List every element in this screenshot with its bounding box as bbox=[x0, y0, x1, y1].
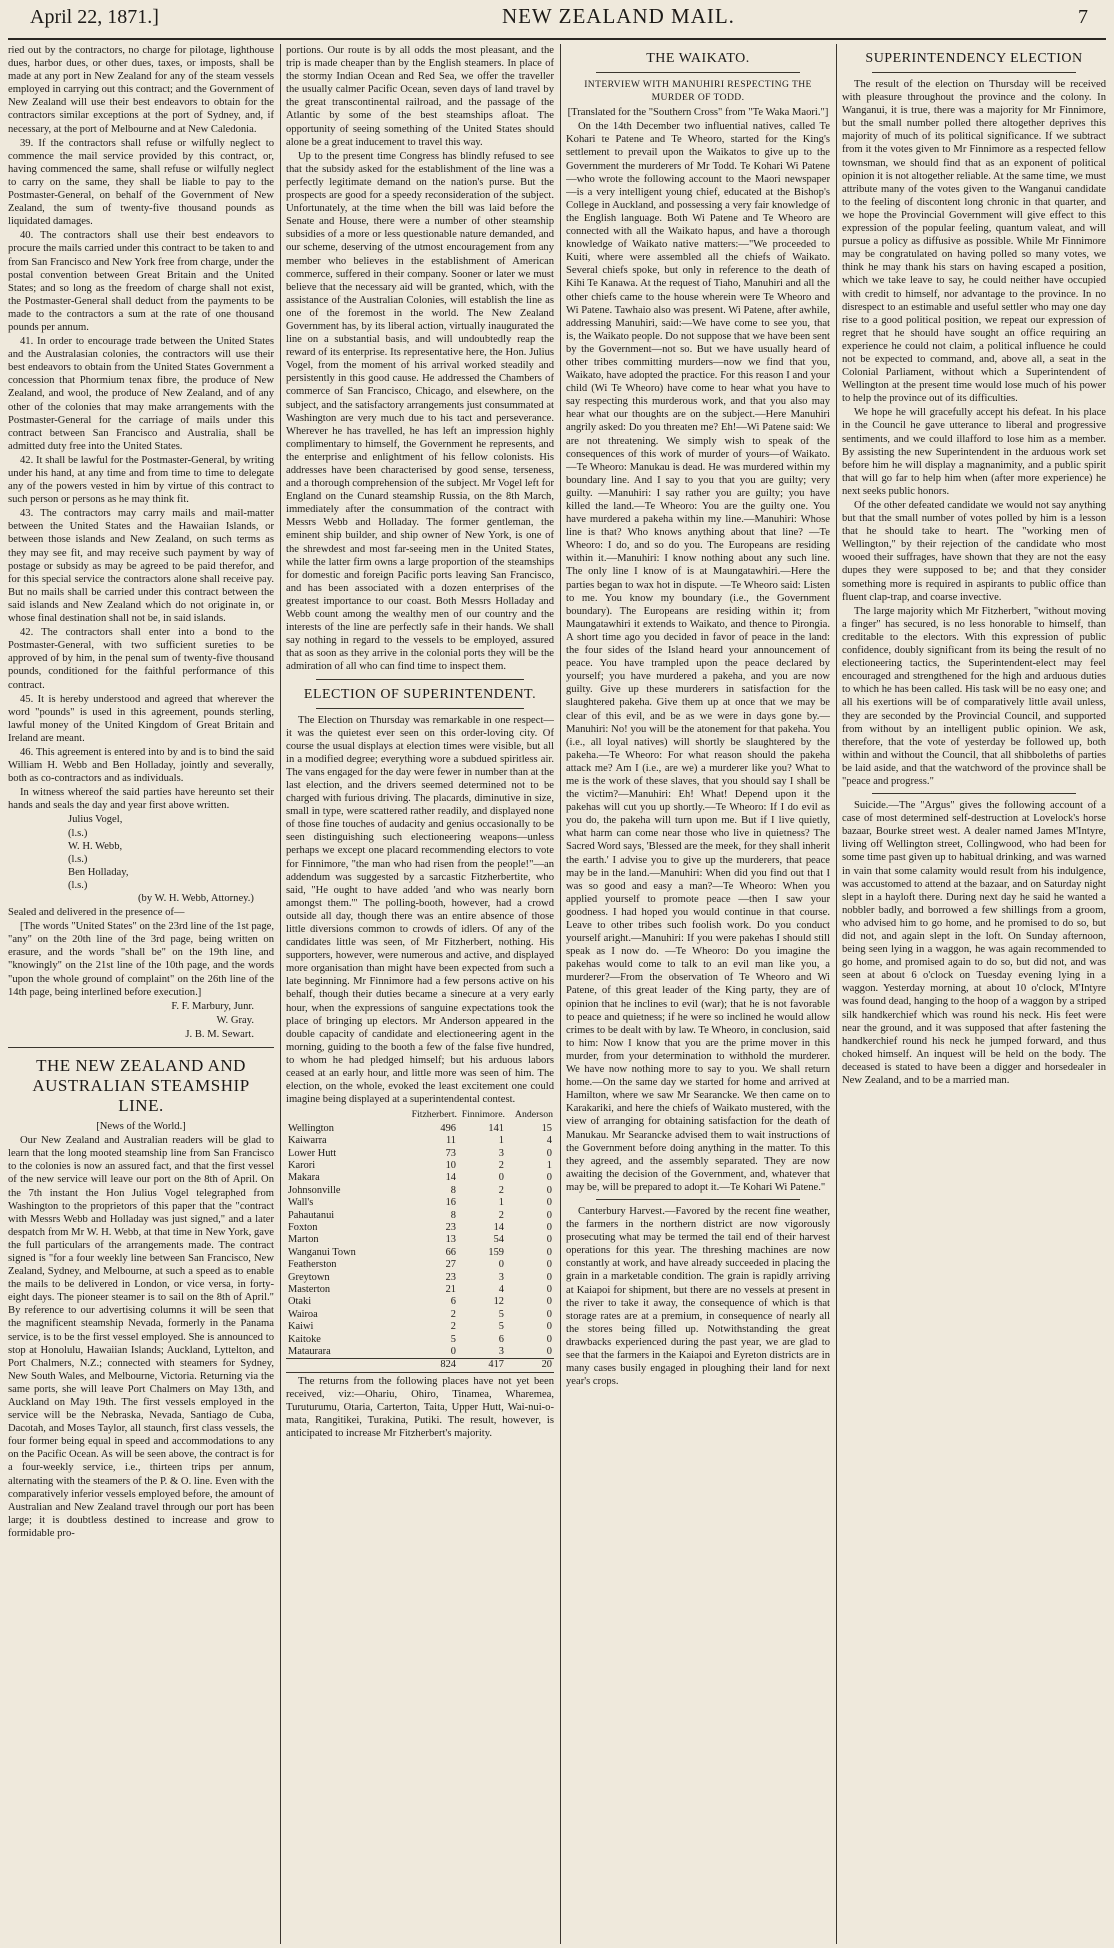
place-name: Makara bbox=[288, 1172, 320, 1184]
contract-clause: 42. It shall be lawful for the Postmaster-General, by writing under his hand, at any time and from time to time to delegate any of the powers vested in him by virtue of this contract to such person or persons as he may think fit. bbox=[8, 454, 274, 506]
section-rule bbox=[872, 72, 1076, 73]
fitzherbert-votes: 8 bbox=[450, 1184, 456, 1196]
table-row bbox=[286, 1135, 554, 1147]
place-name: Marton bbox=[288, 1234, 319, 1246]
anderson-votes: 0 bbox=[546, 1209, 552, 1221]
table-row bbox=[286, 1197, 554, 1209]
table-row bbox=[286, 1234, 554, 1246]
finnimore-votes: 1 bbox=[498, 1197, 504, 1209]
total-cell: 20 bbox=[506, 1359, 554, 1372]
signatory-name: Julius Vogel, bbox=[68, 814, 123, 826]
anderson-votes: 0 bbox=[546, 1221, 552, 1233]
place-name: Foxton bbox=[288, 1221, 318, 1233]
finnimore-votes: 1 bbox=[498, 1135, 504, 1147]
article-paragraph: On the 14th December two influential natives, called Te Kohari te Patene and Te Wheoro, started for the King's settlement to prevail upon the Waikatos to give up to the Government the murderers of Mr Todd. Te Kohari Wi Patene—who wrote the following account to the Maori newspaper—is a very intelligent young chief, educated at the Bishop's College in Auckland, and possessing a very fair knowledge of the English language. Both Wi Patene and Te Wheoro are connected with all the Waikato hapus, and have a thorough knowledge of Waikato native matters:—"We proceeded to Kuiti, where were assembled all the chiefs of Waikato. Several chiefs spoke, but only in reference to the death of Kihi Te Kanawa. At the request of Tiaho, Manuhiri and all the other chiefs came to the house wherein were Te Wheoro and Wi Patene. Tawhaio also was present. Wi Patene, after awhile, addressing Manuhiri, said:—We have come to see you, that is, the Waikato people. Do not suppose that we have been sent by the Government—not so. But we have usually heard of other tribes committing murders—now we find that you, Waikato, have adopted the practice. For this reason I and your child (Wi Te Wheoro) have come to hear what you have to say respecting this murderous work, and that you also may hear what our thoughts are on the subject.—Here Manuhiri angrily asked: Do you threaten me? Eh!—Wi Patene said: We are not threatening. We simply wish to speak of the consequences of this work of murder of yours—of Waikato.—Te Wheoro: Manukau is dead. He was murdered within my boundary line. And I say to you that you are guilty; very guilty. —Manuhiri: I say rather you are guilty; you have killed the land.—Te Wheoro: You are the guilty one. You have murdered a pakeha within my line.—Manuhiri: Whose line is that? Who knows anything about that line? —Te Wheoro: I do, and so do you. The Europeans are residing within it.—Manuhiri: I know nothing about any such line. The only line I know of is at Maungatawhiri.—Here the parties began to wax hot in dispute. —Te Wheoro said: Listen to me. You know my boundary (i.e., the Government boundary). The Europeans are residing within it; from Maungatawhiri it extends to Waikato, and thence to Pirongia. A short time ago you decided in favor of peace in the land: the four sides of the Island heard your announcement of peace. You have trampled upon the peace declared by yourself; you have murdered a pakeha, and you are now guilty. Give up these murderers in satisfaction for the slaughtered pakeha. Give them up at once that we may be clear of this evil, and be as we were in days gone by.—Manuhiri: No! you will be the atonement for that pakeha. You (i.e., all loyal natives) will shortly be slaughtered by the pakeha.—Te Wheoro: For what reason should the pakeha attack me? Am I (i.e., are we) a murderer like you? What to me is the work of these slaves, that you should say I shall be the victim?—Manuhiri: Eh! What! Depend upon it the pakehas will cut you up shortly.—Te Wheoro: If I do evil as you do, the pakeha will turn upon me. But if I live quietly, what harm can come near those who live in quietness? The Sacred Word says, 'Blessed are the meek, for they shall inherit the earth.' I advise you to give up the murderers, that peace may be in the land.—Manuhiri: When did you find out that I was so good and easy a man?—Te Wheoro: When you applied yourself to promote peace —then I saw your goodness. I had hoped you would continue in that course. Leave to other tribes such foolish work. Do you conduct yourself aright.—Manuhiri: If you were pakehas I should still speak as I now do. —Te Wheoro: Do you imagine the pakehas would come to talk to an evil man like you, a murderer?—From the observation of Te Wheoro and Wi Patene, of this great leader of the King party, they are of opinion that he inclines to evil (war); that he is not favorable to peace and quietness; if he were so inclined he would allow crimes to be dealt with by law. Te Wheoro, in conclusion, said to him: Now I know that you are the prime mover in this murder, from your determination to withhold the murderer. We have now nothing more to say to you. We shall return home.—On the same day we started for home and arrived at Hamilton, where we saw Mr Searancke. We then came on to Karakariki, and here the chiefs of Waikato mustered, with the view of arranging for obtaining satisfaction for the death of Manukau. Mr Searancke advised them to wait instructions of the Government before doing anything in the matter. To this they agreed, and the assembly separated. They are now awaiting the decision of the Government, and, whatever that may be, will be prepared to adopt it.—Te Kohari Wi Patene." bbox=[566, 121, 830, 1193]
newspaper-title: NEW ZEALAND MAIL. bbox=[501, 4, 735, 28]
section-rule bbox=[596, 72, 800, 73]
article-paragraph: We hope he will gracefully accept his defeat. In his place in the Council he gave utterance to liberal and progressive sentiments, and we could illafford to lose him as a member. By assisting the new Superintendent in the arduous work set before him he will display a magnanimity, and a public spirit that will go far to help him when (after more experience) he next seeks public honors. bbox=[842, 407, 1106, 497]
place-name: Kaitoke bbox=[288, 1333, 321, 1345]
place-name: Mataurara bbox=[288, 1346, 331, 1358]
table-row bbox=[286, 1222, 554, 1234]
place-name: Kaiwarra bbox=[288, 1135, 327, 1147]
contract-clause: 46. This agreement is entered into by and is to bind the said William H. Webb and Ben Holladay, jointly and severally, both as co-contractors and as individuals. bbox=[8, 746, 274, 785]
table-row bbox=[286, 1247, 554, 1259]
table-row bbox=[286, 1259, 554, 1271]
anderson-votes: 0 bbox=[546, 1147, 552, 1159]
column-1 bbox=[8, 44, 274, 1944]
election-heading: ELECTION OF SUPERINTENDENT. bbox=[303, 686, 537, 702]
place-name: Pahautanui bbox=[288, 1209, 335, 1221]
signature-line bbox=[8, 813, 274, 839]
column-divider bbox=[836, 44, 837, 1944]
column-header: Fitzherbert. bbox=[411, 1109, 457, 1121]
finnimore-votes: 3 bbox=[498, 1271, 504, 1283]
finnimore-votes: 54 bbox=[493, 1234, 504, 1246]
contract-clause: In witness whereof the said parties have hereunto set their hands and seals the day and year first above written. bbox=[8, 787, 274, 812]
fitzherbert-votes: 27 bbox=[445, 1259, 456, 1271]
anderson-votes: 0 bbox=[546, 1296, 552, 1308]
signatory-name: W. H. Webb, bbox=[68, 840, 123, 852]
table-row bbox=[286, 1148, 554, 1160]
finnimore-votes: 3 bbox=[498, 1346, 504, 1358]
waikato-heading: THE WAIKATO. bbox=[646, 51, 750, 66]
article-paragraph: The large majority which Mr Fitzherbert, "without moving a finger" has secured, is no less honorable to himself, than creditable to the electors. With this expression of public confidence, doubly significant from its being the result of no electioneering tactics, the Superintendent-elect may feel encouraged and strengthened for the high and arduous duties to which he has been called. His task will be no easy one; and all his exertions will be of comparatively little avail unless, they are seconded by the Provincial Council, and supported from without by an intelligent public opinion. We ask, therefore, that the vote of yesterday be followed up, both within and without the Council, that all shibboleths of parties be laid aside, and that the watchword of the province shall be "peace and progress." bbox=[842, 605, 1106, 787]
column-3 bbox=[566, 44, 830, 1944]
total-cell: 824 bbox=[410, 1359, 458, 1372]
fitzherbert-votes: 2 bbox=[450, 1321, 456, 1333]
place-name: Wairoa bbox=[288, 1308, 318, 1320]
attorney-note: (by W. H. Webb, Attorney.) bbox=[138, 893, 254, 904]
finnimore-votes: 2 bbox=[498, 1184, 504, 1196]
fitzherbert-votes: 6 bbox=[450, 1296, 456, 1308]
finnimore-votes: 0 bbox=[498, 1172, 504, 1184]
table-row bbox=[286, 1309, 554, 1321]
anderson-votes: 1 bbox=[546, 1159, 552, 1171]
finnimore-votes: 159 bbox=[488, 1246, 504, 1258]
table-row bbox=[286, 1172, 554, 1184]
contract-clause: 40. The contractors shall use their best endeavors to procure the mails carried under this contract to be taken to and from San Francisco and New York free from charge, under the postal convention between Great Britain and the United States; and so long as the freedom of charge shall not exist, the Postmaster-General shall deduct from the payments to be made to the contractors a sum at the rate of one thousand pounds per annum. bbox=[8, 230, 274, 333]
finnimore-votes: 14 bbox=[493, 1221, 504, 1233]
place-name: Lower Hutt bbox=[288, 1147, 337, 1159]
table-row bbox=[286, 1185, 554, 1197]
superintendency-heading: SUPERINTENDENCY ELECTION bbox=[865, 51, 1083, 66]
article-paragraph: The returns from the following places have not yet been received, viz:—Ohariu, Ohiro, Tinamea, Wharemea, Turuturumu, Otaria, Carterton, Taita, Upper Hutt, Wai-nui-o-mata, Rangitikei, Turakina, Putiki. The result, however, is anticipated to increase Mr Fitzherbert's majority. bbox=[286, 1375, 554, 1440]
anderson-votes: 0 bbox=[546, 1197, 552, 1209]
table-row bbox=[286, 1284, 554, 1296]
place-name: Karori bbox=[288, 1159, 316, 1171]
fitzherbert-votes: 496 bbox=[440, 1122, 456, 1134]
fitzherbert-votes: 10 bbox=[445, 1159, 456, 1171]
finnimore-votes: 3 bbox=[498, 1147, 504, 1159]
harvest-paragraph: Canterbury Harvest.—Favored by the recent fine weather, the farmers in the northern district are now vigorously prosecuting what may be termed the tail end of their harvest operations for this year. The threshing machines are now constantly at work, and have already succeeded in placing the grain in a marketable condition. The grain is rapidly arriving at Kaiapoi for shipment, but there are no vessels at present in the river to take it away, the consequence of which is that storage rates are at a premium, in consequence of nearly all the stores being filled up. Notwithstanding the great drawbacks experienced during the past year, we are glad to see that the farmers in the Kaiapoi and Eyreton districts are in many cases busily engaged in ploughing their land for next year's crops. bbox=[566, 1205, 830, 1388]
table-row bbox=[286, 1321, 554, 1333]
fitzherbert-votes: 23 bbox=[445, 1271, 456, 1283]
waikato-subheading: INTERVIEW WITH MANUHIRI RESPECTING THE MURDER OF TODD. bbox=[584, 79, 812, 104]
table-row bbox=[286, 1296, 554, 1308]
section-rule bbox=[316, 679, 524, 680]
place-name: Wanganui Town bbox=[288, 1246, 356, 1258]
column-divider bbox=[280, 44, 281, 1944]
totals-row bbox=[286, 1359, 554, 1372]
signature-line bbox=[8, 840, 274, 866]
column-4 bbox=[842, 44, 1106, 1944]
finnimore-votes: 5 bbox=[498, 1308, 504, 1320]
masthead-rule bbox=[8, 38, 1106, 40]
contract-clause: ried out by the contractors, no charge for pilotage, lighthouse dues, harbor dues, or other dues, taxes, or imposts, shall be made at any port in New Zealand for any of the steam vessels employed in carrying out this contract; and the Government of New Zealand will use their best endeavors to obtain for the contractors similar exceptions at the port of Sydney, and, if necessary, at the port of Melbourne and at New Caledonia. bbox=[8, 45, 274, 135]
finnimore-votes: 0 bbox=[498, 1259, 504, 1271]
fitzherbert-votes: 13 bbox=[445, 1234, 456, 1246]
place-name: Featherston bbox=[288, 1259, 337, 1271]
contract-clause: 45. It is hereby understood and agreed that wherever the word "pounds" is used in this agreement, pounds sterling, lawful money of the United Kingdom of Great Britain and Ireland are meant. bbox=[8, 693, 274, 744]
table-row bbox=[286, 1272, 554, 1284]
anderson-votes: 15 bbox=[541, 1122, 552, 1134]
article-paragraph: Of the other defeated candidate we would not say anything but that the small number of votes polled by him is a lesson that he should take to heart. The "working men of Wellington," by their rejection of the candidate who most wooed their suffrages, have shown that they are not the easy dupes they were supposed to be; and that they consider something more is required in aspirants to public office than fluent clap-trap, and coarse invective. bbox=[842, 500, 1106, 603]
signatory-name: Ben Holladay, bbox=[68, 866, 129, 878]
anderson-votes: 0 bbox=[546, 1321, 552, 1333]
finnimore-votes: 6 bbox=[498, 1333, 504, 1345]
finnimore-votes: 12 bbox=[493, 1296, 504, 1308]
table-row bbox=[286, 1334, 554, 1346]
article-paragraph: Our New Zealand and Australian readers will be glad to learn that the long mooted steamship line from San Francisco to the colonies is now an assured fact, and that the first vessel of the new service will leave our port on the 8th of April. On the 7th instant the Hon Julius Vogel telegraphed from Washington to the proprietors of this paper that the "contract with Messrs Webb and Holladay was just signed," and a later despatch from Mr W. H. Webb, at that time in New York, gave the full particulars of the arrangements made. The contract signed is "for a four weekly line between San Francisco, New Zealand, Sydney, and Melbourne, at such a speed as to enable the mails to be delivered in London, or vice versa, in forty-eight days. The pioneer steamer is to sail on the 8th of April." By reference to our advertising columns it will be seen that the magnificent steamship Nevada, formerly in the Panama service, is to be the first vessel employed. She is announced to stop at Honolulu, Hawaiian Islands; Auckland, Lyttelton, and Port Chalmers, N.Z.; connected with steamers for Sydney, New South Wales, and Melbourne, Victoria. Returning via the same ports, she will leave Port Chalmers on May 13th, and Auckland on May 19th. The first vessels employed in the service will be the Nebraska, Nevada, Santiago de Cuba, Dacotah, and Moses Taylor, all staunch, first class vessels, the four former being equal in speed and accommodations to any on the Pacific Ocean. As will be seen above, the contract is for a four-weekly service, i.e., thirteen trips per annum, alternating with the steamers of the P. & O. line. Even with the comparatively inferior vessels employed before, the amount of Australian and New Zealand travel through our port has been large; it is doubtless destined to increase and grow to formidable pro- bbox=[8, 1135, 274, 1539]
witness-name: W. Gray. bbox=[216, 1014, 254, 1026]
table-row bbox=[286, 1160, 554, 1172]
anderson-votes: 0 bbox=[546, 1259, 552, 1271]
anderson-votes: 0 bbox=[546, 1308, 552, 1320]
table-row bbox=[286, 1123, 554, 1135]
column-header: Finnimore. bbox=[461, 1109, 505, 1121]
witness-name: J. B. M. Sewart. bbox=[185, 1028, 254, 1040]
steamship-heading: THE NEW ZEALAND AND AUSTRALIAN STEAMSHIP LINE. bbox=[32, 1056, 250, 1116]
place-name: Wall's bbox=[288, 1197, 314, 1209]
suicide-paragraph: Suicide.—The "Argus" gives the following account of a case of most determined self-destruction at Lovelock's horse bazaar, Bourke street west. A dealer named James M'Intyre, living off Wellington street, Collingwood, who had been for some time past given up to habitual drinking, and was warned in vain that some calamity would result from his indulgence, was accustomed to attend at the bazaar, and on Saturday night slept in a hayloft there. During next day he said he wanted a nobbler badly, and borrowed a few shillings from a groom, who advised him to go home, and he promised to do so, but did not, and again slept in the loft. On Sunday afternoon, being seen lying in a waggon, he was again recommended to go home, and promised again to do so, but did not, and was seen at about 6 o'clock on Tuesday evening lying in a waggon. Yesterday morning, at about 10 o'clock, M'Intyre was found dead, hanging to the hoop of a waggon by a striped silk handkerchief which was round his neck. His feet were near the ground, and it was supposed that after fastening the handkerchief round his neck he jumped forward, and thus choked himself. An inquest will be held on the body. The deceased is stated to have been a digger and horsedealer in New Zealand, and to be a married man. bbox=[842, 800, 1106, 1087]
contract-clause: 42. The contractors shall enter into a bond to the Postmaster-General, with two sufficient sureties to be approved of by him, in the penal sum of twenty-five thousand pounds, conditioned for the faithful performance of this contract. bbox=[8, 627, 274, 691]
fitzherbert-votes: 2 bbox=[450, 1308, 456, 1320]
finnimore-votes: 5 bbox=[498, 1321, 504, 1333]
erasure-note: [The words "United States" on the 23rd line of the 1st page, "any" on the 20th line of the 3rd page, being written on erasure, and the words "shall be" on the 19th line, and "knowingly" on the 21st line of the 10th page, and the words "upon the whole ground of complaint" on the 26th line of the 14th page, being interlined before execution.] bbox=[8, 921, 274, 998]
article-paragraph: The result of the election on Thursday will be received with pleasure throughout the province and the colony. In Wanganui, it is true, there was a majority for Mr Finnimore, but the small number polled there altogether deprives this majority of much of its political significance. If we subtract from it the votes given to Mr Finnimore as a respected fellow townsman, we should find that as an exponent of political opinion it is not altogether reliable. At the same time, we must attribute many of the votes given to the Wanganui candidate to the feeling of discontent long chronic in that quarter, and we hope the Provincial Government will give effect to this expression of the popular feeling, quantum valeat, and will pursue a policy as diffusive as possible. While Mr Finnimore may be congratulated on having polled so many votes, we think he may thank his stars on having escaped a position, which we take leave to say, he could neither have occupied with credit to himself, nor advantage to the province. In no disrespect to an estimable and useful settler who may one day rise to a good political position, we repeat our expression of regret that he should have sought an office requiring an experience he could not claim, a political influence he could not be expected to command, and, above all, a seat in the Colonial Parliament, without which a Superintendent of Wellington at the present time would lose much of his power to help the province out of its difficulties. bbox=[842, 79, 1106, 405]
table-row bbox=[286, 1210, 554, 1222]
seal-mark: (l.s.) bbox=[68, 827, 88, 839]
steamship-source: [News of the World.] bbox=[96, 1121, 186, 1133]
column-divider bbox=[560, 44, 561, 1944]
article-paragraph: portions. Our route is by all odds the most pleasant, and the trip is made cheaper than by the English steamers. In place of the stormy Indian Ocean and Red Sea, we offer the traveller the usually calmer Pacific Ocean, seven days of land travel by the great transcontinental railroad, and the passage of the Atlantic by some of the best steamships afloat. The opportunity of seeing something of the United States should alone be a great inducement to travel this way. bbox=[286, 45, 554, 148]
witness-name: F. F. Marbury, Junr. bbox=[171, 1000, 254, 1012]
section-rule bbox=[316, 708, 524, 709]
signature-line bbox=[8, 866, 274, 892]
contract-clause: 41. In order to encourage trade between the United States and the Australasian colonies, the contractors will use their best endeavors to obtain from the United States Government a concession that Phormium tenax fibre, the produce of New Zealand, and wool, the produce of New Zealand, and of any other of the colonies that may make arrangements with the Postmaster-General for the carriage of mails under this contract between San Francisco and Australia, shall be admitted duty free into the United States. bbox=[8, 336, 274, 452]
place-name: Johnsonville bbox=[288, 1184, 341, 1196]
table-row bbox=[286, 1346, 554, 1359]
place-name: Masterton bbox=[288, 1284, 331, 1295]
fitzherbert-votes: 14 bbox=[445, 1172, 456, 1184]
fitzherbert-votes: 16 bbox=[445, 1197, 456, 1209]
contract-clause: 43. The contractors may carry mails and mail-matter between the United States and the Hawaiian Islands, or between those islands and New Zealand, on such terms as they may see fit, and may receive such payment by way of postage or subsidy as may be agreed to be paid therefor, and for this special service the contractors alone shall receive pay. But no mails shall be carried under this contract between the said islands and New Zealand which do not originate in, or whose final destination shall not be, in said islands. bbox=[8, 508, 274, 625]
anderson-votes: 0 bbox=[546, 1246, 552, 1258]
place-name: Kaiwi bbox=[288, 1321, 314, 1333]
anderson-votes: 0 bbox=[546, 1184, 552, 1196]
column-header: Anderson bbox=[514, 1109, 553, 1121]
section-rule bbox=[596, 1199, 800, 1200]
fitzherbert-votes: 23 bbox=[445, 1221, 456, 1233]
fitzherbert-votes: 21 bbox=[445, 1284, 456, 1295]
sealed-note: Sealed and delivered in the presence of— bbox=[8, 907, 185, 919]
fitzherbert-votes: 73 bbox=[445, 1147, 456, 1159]
election-results-table bbox=[286, 1108, 554, 1373]
anderson-votes: 0 bbox=[546, 1271, 552, 1283]
article-paragraph: Up to the present time Congress has blindly refused to see that the subsidy asked for the establishment of the line was a perfectly legitimate demand on the nation's purse. But the prospects are good for a speedy reconsideration of the subject. Unfortunately, at the time when the bill was laid before the Senate and House, there were a number of other steamship subsidies of a more or less questionable nature demanded, and our scheme, deserving of the utmost encouragement from any member who believes in the establishment of American commerce, suffered in their company. Sooner or later we must believe that the necessary aid will be granted, which, with the assistance of the Australian Colonies, will establish the line as one of the foremost in the world. The New Zealand Government has, by its liberal action, virtually inaugurated the line on a substantial basis, and will undoubtedly reap the reward of its enterprise. Its representative here, the Hon. Julius Vogel, from the moment of his arrival worked steadily and persistently in this good cause. He addressed the Chambers of commerce of San Francisco, Chicago, and elsewhere, on the subject, and the satisfactory arrangements just consummated at Washington are very much due to his tact and perseverance. Wherever he has travelled, he has left an impression highly complimentary to himself, the Government he represents, and the enterprise and enlightment of his fellow colonists. His addresses have been characterised by good sense, terseness, and a thorough comprehension of the subject. Mr Vogel left for England on the Cunard steamship Russia, on the 8th March, immediately after the consummation of the contract with Messrs Webb and Holladay. The former gentleman, the eminent ship builder, and ship owner of New York, is one of the shrewdest and most far-seeing men in the United States, while the latter firm owns a large proportion of the steamships for domestic and foreign Pacific ports leaving San Francisco, and has been associated with a dozen enterprises of the greatest importance to our coast. Both Messrs Holladay and Webb count among the wealthy men of our country and the interests of the line are perfectly safe in their hands. We shall say nothing in regard to the vessels to be employed, assured that as soon as they arrive in the colonial ports they will be the admiration of all who can find time to inspect them. bbox=[286, 150, 554, 673]
article-paragraph: The Election on Thursday was remarkable in one respect—it was the quietest ever seen on this order-loving city. Of course the usual displays at election times were visible, but all in a modified degree; everything wore a subdued spiritless air. The vans engaged for the day were fewer in number than at the last election, and the drivers seemed determined not to be charged with furious driving. The placards, diminutive in size, small in type, were scattered rather readily, and displayed none of those fine touches of audacity and genius occasionally to be seen distinguishing such electioneering weapons—unless perhaps we except one placard recommending electors to vote for Finnimore, "the man who had risen from the people!"—an addendum was suggested by a sarcastic Fitzherbertite, who said, "He ought to have added 'and who was nearly born amongst them.'" The polling-booth, however, had a crowd outside all day, though there was an entire absence of those little diversions common to crowds of idlers. Of any of the candidates little was seen, of Mr Fitzherbert, nothing. His supporters, however, were numerous and active, and displayed more organisation than might have been expected from such a late beginning. Mr Finnimore had a few persons active on his behalf, though their duties became a sinecure at a very early hour, when the expressions of sanguine expectations took the place of bringing up electors. Mr Anderson appeared in the double capacity of candidate and electioneering agent in the morning, guiding to the booth a few of the false five hundred, to whom he had pledged himself; but his arduous labors ceased at an early hour, and little more was seen of him. The election, on the whole, evoked the least excitement one could imagine being displayed at a superintendental contest. bbox=[286, 714, 554, 1106]
anderson-votes: 0 bbox=[546, 1346, 552, 1358]
issue-date: April 22, 1871.] bbox=[30, 6, 159, 28]
anderson-votes: 4 bbox=[546, 1135, 552, 1147]
place-name: Otaki bbox=[288, 1296, 312, 1308]
fitzherbert-votes: 66 bbox=[445, 1246, 456, 1258]
fitzherbert-votes: 5 bbox=[450, 1333, 456, 1345]
seal-mark: (l.s.) bbox=[68, 879, 88, 891]
place-name: Greytown bbox=[288, 1271, 330, 1283]
place-name: Wellington bbox=[288, 1122, 334, 1134]
finnimore-votes: 141 bbox=[488, 1122, 504, 1134]
finnimore-votes: 4 bbox=[498, 1284, 504, 1295]
anderson-votes: 0 bbox=[546, 1333, 552, 1345]
seal-mark: (l.s.) bbox=[68, 853, 88, 865]
finnimore-votes: 2 bbox=[498, 1159, 504, 1171]
fitzherbert-votes: 0 bbox=[450, 1346, 456, 1358]
masthead bbox=[30, 4, 1088, 38]
anderson-votes: 0 bbox=[546, 1284, 552, 1295]
fitzherbert-votes: 11 bbox=[445, 1135, 456, 1147]
page-number: 7 bbox=[1077, 6, 1088, 28]
fitzherbert-votes: 8 bbox=[450, 1209, 456, 1221]
table-header-row bbox=[286, 1108, 554, 1122]
section-rule bbox=[872, 793, 1076, 794]
anderson-votes: 0 bbox=[546, 1172, 552, 1184]
waikato-source: [Translated for the "Southern Cross" from "Te Waka Maori."] bbox=[567, 107, 829, 119]
total-cell: 417 bbox=[458, 1359, 506, 1372]
contract-clause: 39. If the contractors shall refuse or wilfully neglect to commence the mail service provided by this contract, or, having commenced the same, shall refuse or wilfully neglect to carry on the same, they shall be liable to pay to the Postmaster-General, on behalf of the Government of New Zealand, the sum of twenty-five thousand pounds as liquidated damages. bbox=[8, 137, 274, 228]
section-rule bbox=[8, 1047, 274, 1048]
column-2 bbox=[286, 44, 554, 1944]
anderson-votes: 0 bbox=[546, 1234, 552, 1246]
finnimore-votes: 2 bbox=[498, 1209, 504, 1221]
